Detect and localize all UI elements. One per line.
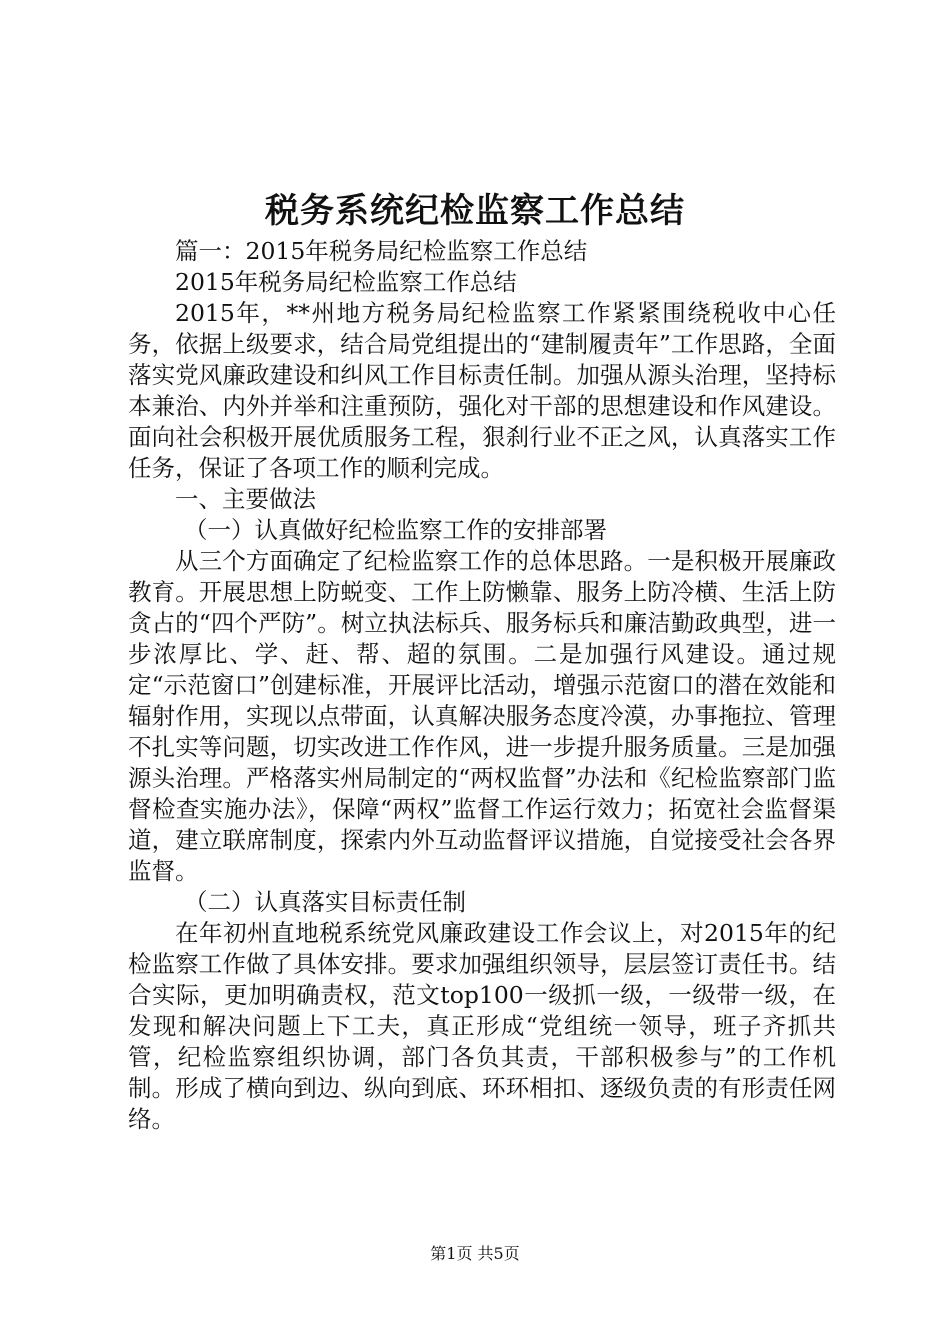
section-heading: 一、主要做法 [175, 485, 316, 513]
paragraph: 在年初州直地税系统党风廉政建设工作会议上，对2015年的纪检监察工作做了具体安排。要求加强组织领导，层层签订责任书。结合实际，更加明确责权，范文top100一级抓一级，一级带一级，在发现和解决问题上下工夫，真正形成“党组统一领导，班子齐抓共管，纪检监察组织协调，部门各负其责，干部积极参与”的工作机制。形成了横向到边、纵向到底、环环相扣、逐级负责的有形责任网络。 [128, 919, 836, 1133]
subsection-heading: （一）认真做好纪检监察工作的安排部署 [184, 516, 607, 544]
subsection-heading: （二）认真落实目标责任制 [184, 888, 466, 916]
document-title: 税务系统纪检监察工作总结 [265, 191, 685, 231]
section-heading: 篇一：2015年税务局纪检监察工作总结 [175, 237, 588, 265]
page-number: 第1页 共5页 [430, 1244, 520, 1263]
document-body [128, 236, 836, 1135]
paragraph: 从三个方面确定了纪检监察工作的总体思路。一是积极开展廉政教育。开展思想上防蜕变、工作上防懒靠、服务上防冷横、生活上防贪占的“四个严防”。树立执法标兵、服务标兵和廉洁勤政典型，进一步浓厚比、学、赶、帮、超的氛围。二是加强行风建设。通过规定“示范窗口”创建标准，开展评比活动，增强示范窗口的潜在效能和辐射作用，实现以点带面，认真解决服务态度冷漠，办事拖拉、管理不扎实等问题，切实改进工作作风，进一步提升服务质量。三是加强源头治理。严格落实州局制定的“两权监督”办法和《纪检监察部门监督检查实施办法》，保障“两权”监督工作运行效力；拓宽社会监督渠道，建立联席制度，探索内外互动监督评议措施，自觉接受社会各界监督。 [128, 547, 836, 885]
article-title: 2015年税务局纪检监察工作总结 [175, 268, 517, 296]
paragraph: 2015年，**州地方税务局纪检监察工作紧紧围绕税收中心任务，依据上级要求，结合局党组提出的“建制履责年”工作思路，全面落实党风廉政建设和纠风工作目标责任制。加强从源头治理，坚持标本兼治、内外并举和注重预防，强化对干部的思想建设和作风建设。面向社会积极开展优质服务工程，狠刹行业不正之风，认真落实工作任务，保证了各项工作的顺利完成。 [128, 299, 836, 482]
